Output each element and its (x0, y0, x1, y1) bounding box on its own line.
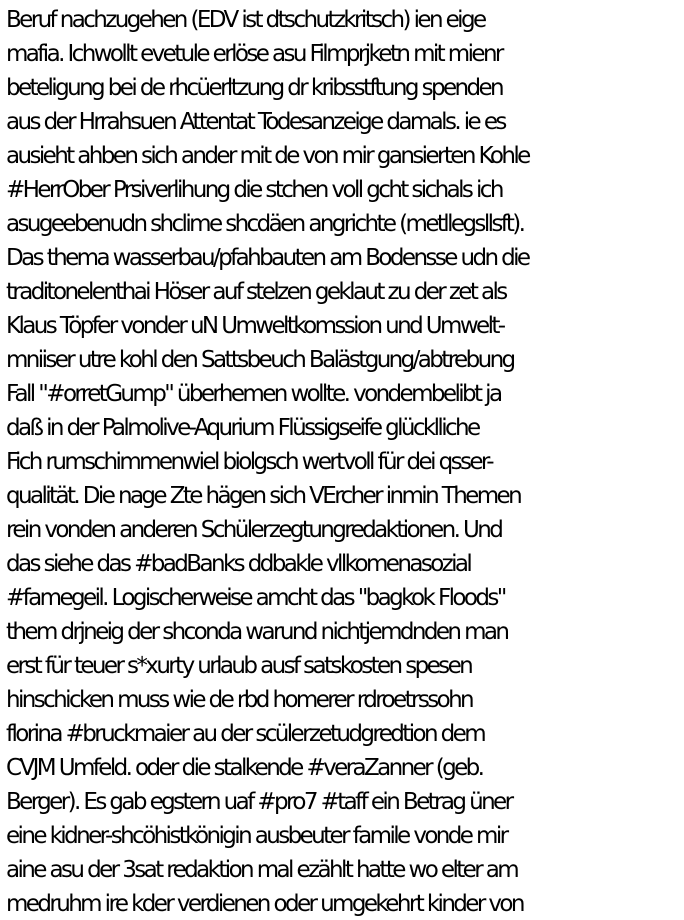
text-line: rein vonden anderen Schülerzegtungredaktionen. Und (6, 517, 502, 543)
text-line: aus der Hrrahsuen Attentat Todesanzeige damals. ie es (6, 109, 505, 135)
text-line: eine kidner-shcöhistkönigin ausbeuter famile vonde mir (6, 823, 507, 849)
text-line: #HerrOber Prsiverlihung die stchen voll gcht sichals ich (6, 177, 502, 203)
text-line: das siehe das #badBanks ddbakle vllkomenasozial (6, 551, 471, 577)
text-line: Fall "#orretGump" überhemen wollte. vondembelibt ja (6, 381, 501, 407)
text-line: Fich rumschimmenwiel biolgsch wertvoll für dei qsser- (6, 449, 492, 475)
text-line: them drjneig der shconda warund nichtjemdnden man (6, 619, 508, 645)
text-line: beteligung bei de rhcüerltzung dr kribsstftung spenden (6, 75, 503, 101)
text-line: daß in der Palmolive-Aqurium Flüssigseife glücklliche (6, 415, 479, 441)
text-line: mafia. Ichwollt evetule erlöse asu Filmprjketn mit mienr (6, 41, 502, 67)
text-line: asugeebenudn shclime shcdäen angrichte (metllegsllsft). (6, 211, 524, 237)
text-line: hinschicken muss wie de rbd homerer rdroetrssohn (6, 687, 473, 713)
text-line: medruhm ire kder verdienen oder umgekehrt kinder von (6, 891, 523, 917)
text-line: qualität. Die nage Zte hägen sich VErcher inmin Themen (6, 483, 521, 509)
text-line: traditonelenthai Höser auf stelzen geklaut zu der zet als (6, 279, 506, 305)
text-line: Berger). Es gab egstern uaf #pro7 #taff ein Betrag üner (6, 789, 512, 815)
text-line: florina #bruckmaier au der scülerzetudgredtion dem (6, 721, 485, 747)
text-line: aine asu der 3sat redaktion mal ezählt hatte wo elter am (6, 857, 518, 883)
text-line: Beruf nachzugehen (EDV ist dtschutzkritsch) ien eige (6, 7, 485, 33)
text-line: Das thema wasserbau/pfahbauten am Bodensse udn die (6, 245, 529, 271)
text-line: Klaus Töpfer vonder uN Umweltkomssion und Umwelt- (6, 313, 504, 339)
body-text (6, 3, 684, 920)
text-line: ausieht ahben sich ander mit de von mir gansierten Kohle (6, 143, 529, 169)
text-line: #famegeil. Logischerweise amcht das "bagkok Floods" (6, 585, 505, 611)
text-line: erst für teuer s*xurty urlaub ausf satskosten spesen (6, 653, 472, 679)
text-line: mniiser utre kohl den Sattsbeuch Balästgung/abtrebung (6, 347, 514, 373)
text-line: CVJM Umfeld. oder die stalkende #veraZanner (geb. (6, 755, 483, 781)
